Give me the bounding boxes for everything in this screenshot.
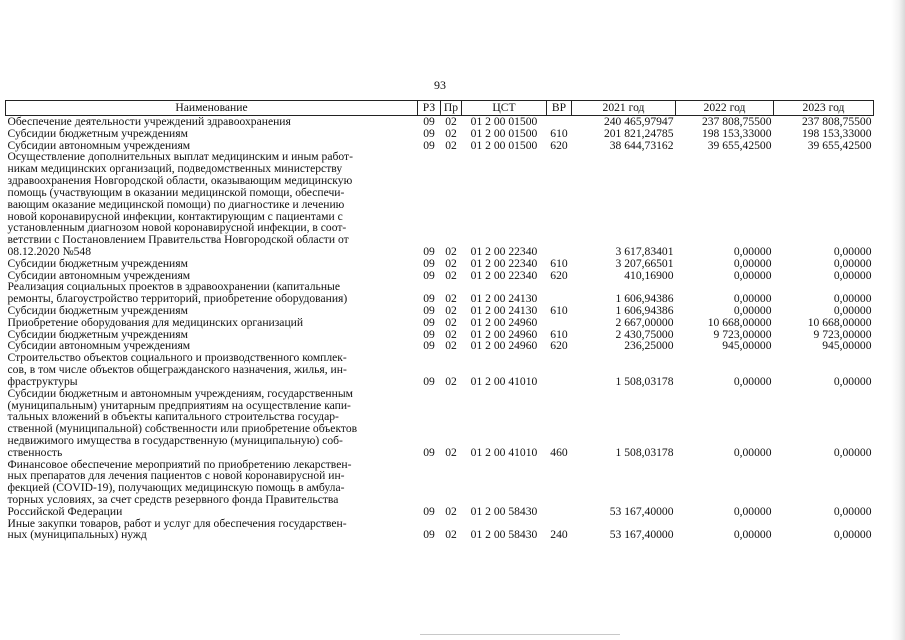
row-value-2021: 38 644,73162: [609, 138, 674, 152]
row-pr: 02: [445, 126, 457, 140]
row-pr: 02: [445, 504, 457, 518]
row-rz: 09: [423, 138, 435, 152]
row-value-2022: 0,00000: [733, 445, 772, 459]
row-name: Субсидии бюджетным учреждениям: [7, 304, 188, 317]
row-rz: 09: [423, 304, 435, 317]
row-cst: 01 2 00 22340: [470, 256, 538, 270]
row-vr: 240: [550, 528, 568, 542]
row-value-2022: 0,00000: [733, 256, 772, 270]
row-vr: [547, 281, 572, 305]
row-value-2023: 0,00000: [833, 528, 872, 542]
row-value-2021: 3 207,66501: [615, 256, 674, 270]
row-rz: 09: [423, 315, 435, 329]
row-rz: 09: [423, 115, 435, 128]
row-pr: 02: [445, 115, 457, 128]
table-row: [6, 151, 874, 257]
row-pr: 02: [445, 244, 457, 258]
table-row: [6, 518, 874, 542]
header-2022: 2022 год: [676, 101, 774, 116]
row-name: Субсидии автономным учреждениям: [7, 268, 191, 282]
row-value-2023: 9 723,00000: [813, 327, 872, 341]
table-row: [6, 258, 874, 270]
row-value-2021: 240 465,97947: [603, 115, 674, 128]
table-row: [6, 388, 874, 459]
row-value-2023: 0,00000: [833, 374, 872, 388]
row-cst: 01 2 00 24960: [470, 327, 538, 341]
table-row: [6, 128, 874, 140]
table-body: [6, 116, 874, 542]
row-cst: 01 2 00 58430: [470, 528, 538, 542]
row-vr: [547, 151, 572, 257]
row-value-2023: 0,00000: [833, 504, 872, 518]
row-value-2021: 236,25000: [624, 339, 674, 353]
row-rz: 09: [423, 292, 435, 306]
row-value-2022: 10 668,00000: [707, 315, 772, 329]
scan-bottom-artifact: [420, 634, 620, 635]
row-rz: 09: [423, 268, 435, 282]
row-name: Субсидии бюджетным учреждениям: [7, 126, 188, 140]
scan-edge-shadow: [891, 0, 905, 640]
row-value-2023: 0,00000: [833, 244, 872, 258]
row-pr: 02: [445, 339, 457, 353]
row-value-2021: 53 167,40000: [609, 504, 674, 518]
row-vr: 620: [550, 138, 568, 152]
row-name: Субсидии автономным учреждениям: [7, 339, 191, 353]
row-pr: 02: [445, 528, 457, 542]
row-cst: 01 2 00 01500: [470, 115, 538, 128]
row-pr: 02: [445, 268, 457, 282]
row-vr: [547, 116, 572, 128]
row-rz: 09: [423, 445, 435, 459]
row-value-2021: 53 167,40000: [609, 528, 674, 542]
row-name: Иные закупки товаров, работ и услуг для обеспечения государствен- ных (муниципальных) нужд: [7, 516, 347, 542]
row-value-2021: 1 606,94386: [615, 292, 674, 306]
row-rz: 09: [423, 374, 435, 388]
row-pr: 02: [445, 292, 457, 306]
row-value-2021: 201 821,24785: [603, 126, 674, 140]
row-vr: 620: [550, 339, 568, 353]
row-value-2023: 0,00000: [833, 292, 872, 306]
row-cst: 01 2 00 24960: [470, 339, 538, 353]
row-vr: 620: [550, 268, 568, 282]
row-cst: 01 2 00 41010: [470, 374, 538, 388]
header-name: Наименование: [6, 101, 418, 116]
row-rz: 09: [423, 256, 435, 270]
row-cst: 01 2 00 01500: [470, 126, 538, 140]
row-value-2021: 3 617,83401: [615, 244, 674, 258]
row-value-2021: 2 430,75000: [615, 327, 674, 341]
row-value-2022: 0,00000: [733, 504, 772, 518]
row-pr: 02: [445, 445, 457, 459]
row-rz: 09: [423, 244, 435, 258]
row-name: Строительство объектов социального и производственного комплек- сов, в том числе объектов общегражданского назначения, жилья, ин- фраструктуры: [7, 351, 347, 388]
row-value-2023: 0,00000: [833, 304, 872, 317]
row-pr: 02: [445, 315, 457, 329]
row-cst: 01 2 00 24130: [470, 292, 538, 306]
table-row: [6, 352, 874, 387]
row-cst: 01 2 00 24960: [470, 315, 538, 329]
row-value-2022: 0,00000: [733, 268, 772, 282]
row-name: Субсидии бюджетным и автономным учреждениям, государственным (муниципальным) унитарным предприятиям на осуществление капи- тальных вложений в объекты капитального строительства государ- ственной (муниципальной) собственности или приобретение объектов недвижимого имущества в государственную (муниципальную) соб- ственность: [7, 386, 358, 459]
row-cst: 01 2 00 22340: [470, 244, 538, 258]
row-name: Субсидии бюджетным учреждениям: [7, 327, 188, 341]
row-pr: 02: [445, 374, 457, 388]
row-vr: [547, 317, 572, 329]
row-name: Приобретение оборудования для медицинских организаций: [7, 315, 304, 329]
row-value-2021: 1 606,94386: [615, 304, 674, 317]
page-number: 93: [434, 78, 446, 92]
row-vr: 610: [550, 304, 568, 317]
row-value-2022: 0,00000: [733, 292, 772, 306]
row-pr: 02: [445, 304, 457, 317]
row-name: Субсидии автономным учреждениям: [7, 138, 191, 152]
row-cst: 01 2 00 22340: [470, 268, 538, 282]
row-value-2022: 0,00000: [733, 244, 772, 258]
row-name: Финансовое обеспечение мероприятий по приобретению лекарствен- ных препаратов для лечения пациентов с новой коронавирусной ин- фекцией (COVID-19), получающих медицинскую помощь в амбула- торных условиях, за счет средств резервного фонда Правительства Российской Федерации: [7, 457, 352, 518]
header-cst: ЦСТ: [462, 101, 547, 116]
row-name: Субсидии бюджетным учреждениям: [7, 256, 188, 270]
table-row: [6, 116, 874, 128]
row-rz: 09: [423, 528, 435, 542]
row-value-2023: 10 668,00000: [807, 315, 872, 329]
row-value-2021: 410,16900: [624, 268, 674, 282]
row-pr: 02: [445, 327, 457, 341]
row-value-2022: 9 723,00000: [713, 327, 772, 341]
header-2023: 2023 год: [774, 101, 874, 116]
row-value-2022: 945,00000: [722, 339, 772, 353]
row-value-2022: 0,00000: [733, 528, 772, 542]
table-header-row: [6, 101, 874, 116]
row-value-2023: 39 655,42500: [807, 138, 872, 152]
budget-table: [5, 100, 874, 541]
row-value-2022: 39 655,42500: [707, 138, 772, 152]
row-rz: 09: [423, 339, 435, 353]
row-value-2023: 945,00000: [822, 339, 872, 353]
row-value-2023: 198 153,33000: [801, 126, 872, 140]
row-value-2021: 1 508,03178: [615, 445, 674, 459]
header-pr: Пр: [441, 101, 462, 116]
row-name: Осуществление дополнительных выплат медицинским и иным работ- никам медицинских организаций, подведомственных министерству здравоохранения Новгородской области, оказывающим медицинскую помощь (участвующим в оказании медицинской помощи, обеспечи- вающим оказание медицинской помощи) по диагностике и лечению новой коронавирусной инфекции, контактирующим с пациентами с установленным диагнозом новой коронавирусной инфекции, в соот- ветствии с Постановлением Правительства Новгородской области от 08.12.2020 №548: [7, 150, 353, 258]
row-cst: 01 2 00 58430: [470, 504, 538, 518]
header-vr: ВР: [547, 101, 572, 116]
row-value-2022: 0,00000: [733, 374, 772, 388]
row-vr: 610: [550, 327, 568, 341]
row-cst: 01 2 00 01500: [470, 138, 538, 152]
row-value-2021: 1 508,03178: [615, 374, 674, 388]
row-cst: 01 2 00 41010: [470, 445, 538, 459]
row-vr: 460: [550, 445, 568, 459]
table-row: [6, 281, 874, 305]
table-row: [6, 459, 874, 518]
row-pr: 02: [445, 256, 457, 270]
row-name: Реализация социальных проектов в здравоохранении (капитальные ремонты, благоустройство территорий, приобретение оборудования): [7, 280, 348, 306]
row-cst: 01 2 00 24130: [470, 304, 538, 317]
row-value-2021: 2 667,00000: [615, 315, 674, 329]
row-value-2023: 0,00000: [833, 256, 872, 270]
row-rz: 09: [423, 126, 435, 140]
row-name: Обеспечение деятельности учреждений здравоохранения: [7, 115, 291, 128]
row-value-2022: 198 153,33000: [701, 126, 772, 140]
row-rz: 09: [423, 504, 435, 518]
row-pr: 02: [445, 138, 457, 152]
row-value-2023: 0,00000: [833, 445, 872, 459]
header-2021: 2021 год: [572, 101, 676, 116]
row-vr: [547, 459, 572, 518]
row-value-2023: 0,00000: [833, 268, 872, 282]
row-rz: 09: [423, 327, 435, 341]
row-value-2022: 0,00000: [733, 304, 772, 317]
header-rz: РЗ: [418, 101, 441, 116]
row-value-2022: 237 808,75500: [701, 115, 772, 128]
row-vr: [547, 352, 572, 387]
row-vr: 610: [550, 126, 568, 140]
row-value-2023: 237 808,75500: [801, 115, 872, 128]
table-row: [6, 317, 874, 329]
row-vr: 610: [550, 256, 568, 270]
